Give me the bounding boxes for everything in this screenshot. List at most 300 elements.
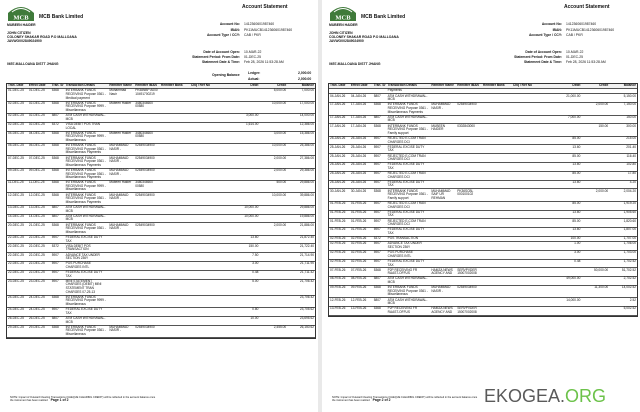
cell-effect-date: 11-DEC-25 <box>28 180 45 185</box>
cell-credit: 2,000.00 <box>273 155 287 160</box>
cell-remitter-iban <box>134 236 160 244</box>
cell-chq-ref-no <box>512 163 552 171</box>
cell-credit: 500.00 <box>276 180 287 185</box>
cell-balance: 1,905.60 <box>623 209 636 214</box>
cell-remitter-name: HAMZA NEWS AGENCY AND <box>431 306 453 315</box>
cell-tran-date: 11-DEC-25 <box>8 180 24 185</box>
cell-remitter-iban: 02549034900 <box>457 285 477 290</box>
table-row <box>7 244 315 253</box>
footer-note <box>10 396 158 402</box>
cell-transaction-details: POS PURCHASE CHARGES INTL <box>387 250 413 258</box>
cell-remitter-bank <box>160 253 190 261</box>
column-header: Remitter Name <box>109 83 132 88</box>
cell-remitter-iban <box>134 262 160 270</box>
cell-remitter-iban <box>456 181 482 189</box>
cell-remitter-bank <box>160 102 190 113</box>
table-row <box>7 102 315 114</box>
transactions-table <box>6 83 316 339</box>
cell-balance: 1,707.00 <box>623 236 636 241</box>
cell-remitter-iban <box>456 211 482 219</box>
table-row <box>7 193 315 205</box>
cell-transaction-details: FEDERAL EXCISE DUTY TAX <box>387 144 425 153</box>
column-header: Credit <box>598 83 609 88</box>
cell-remitter-name: MUHAMMAD NASIR - <box>109 143 129 151</box>
cell-tran-date: 24-DEC-25 <box>8 294 24 299</box>
cell-effect-date: 13-DEC-25 <box>28 205 45 210</box>
customer-name: MUBEEN HAIDER <box>329 23 358 27</box>
cell-tran-sr: 5807 <box>373 114 381 119</box>
cell-remitter-bank <box>482 237 512 241</box>
cell-transaction-details: INTERBANK FUNDS RECEIVING Purpose 0361 - Miscellaneous <box>65 324 106 336</box>
cell-remitter-iban <box>134 244 160 252</box>
cell-credit <box>581 237 609 241</box>
column-header: Debit <box>572 83 581 88</box>
cell-credit: 150.00 <box>598 123 609 128</box>
cell-tran-sr: 5368 <box>51 180 59 185</box>
cell-remitter-iban <box>456 260 482 268</box>
cell-transaction-details: P2P RECEIVING FR RAAST-OFFUS <box>387 306 418 315</box>
cell-remitter-name <box>430 172 456 180</box>
cell-chq-ref-no <box>190 262 230 270</box>
cell-remitter-name <box>108 317 134 325</box>
cell-chq-ref-no <box>512 277 552 285</box>
cell-effect-date: 01-FEB-26 <box>350 218 367 223</box>
cell-credit <box>259 253 287 261</box>
cell-tran-sr: 5907 <box>373 227 381 232</box>
cell-chq-ref-no <box>190 296 230 307</box>
cell-remitter-iban: 02549034900 <box>135 192 155 197</box>
field-label: IBAN: <box>552 28 562 32</box>
field-value: PK11MUCB1412360601987460 <box>566 28 615 32</box>
cell-tran-date: 07-DEC-25 <box>8 155 24 160</box>
bank-name: MCB Bank Limited <box>39 14 84 20</box>
cell-balance: 21,714.90 <box>299 252 314 257</box>
branch-name: 0657-MALLOANA DISTT JHANG <box>329 62 381 66</box>
cell-transaction-details: ADVANCE TAX UNDER SECTION 236Y <box>65 252 100 261</box>
cell-remitter-name <box>108 215 134 223</box>
cell-credit <box>259 114 287 122</box>
cell-tran-date: 08-FEB-26 <box>330 276 346 281</box>
actual-label: Actual: <box>248 76 260 81</box>
cell-credit <box>581 211 609 219</box>
cell-effect-date: 13-FEB-26 <box>350 306 367 311</box>
statement-page-1 <box>0 0 318 412</box>
cell-remitter-name <box>430 163 456 171</box>
cell-remitter-iban: 02549034900 <box>135 324 155 329</box>
cell-tran-sr: 5368 <box>51 88 59 93</box>
cell-transaction-details: INTERBANK FUNDS RECEIVING Purpose 0361 - Family support <box>387 188 428 200</box>
cell-remitter-name <box>108 271 134 279</box>
cell-remitter-name: MUHAMMAD NASIR - <box>431 102 451 111</box>
cell-tran-sr: 5907 <box>373 179 381 184</box>
cell-tran-sr: 5368 <box>373 102 381 107</box>
cell-transaction-details: ATM CASH WITHDRAWAL-MCB <box>387 276 428 285</box>
cell-remitter-iban: 3480346600 00580 <box>135 130 153 139</box>
cell-tran-date: 01-DEC-25 <box>8 88 24 93</box>
cell-remitter-bank <box>160 296 190 307</box>
cell-tran-sr: 5807 <box>51 113 59 118</box>
field-label: Account No: <box>541 22 562 26</box>
cell-remitter-bank <box>482 163 512 171</box>
column-header: Credit <box>276 83 287 88</box>
cell-tran-sr: 5907 <box>373 171 381 176</box>
cell-balance: 4.20 <box>629 179 636 184</box>
cell-tran-date: 17-JAN-26 <box>330 102 346 107</box>
cell-credit <box>581 181 609 189</box>
cell-remitter-name <box>430 242 456 250</box>
cell-chq-ref-no <box>512 189 552 200</box>
cell-debit: 3.00 <box>574 250 581 255</box>
cell-transaction-details: FEDERAL EXCISE DUTY TAX <box>387 258 425 267</box>
cell-balance: 201.40 <box>626 144 636 149</box>
cell-remitter-bank <box>160 262 190 270</box>
cell-chq-ref-no <box>190 89 230 100</box>
cell-remitter-iban: PK58NBP A000 10491700219 <box>135 88 158 97</box>
cell-credit <box>581 89 609 93</box>
column-header: Balance <box>623 83 636 88</box>
cell-remitter-name: MUHAMMAD NASIR - <box>109 324 129 333</box>
cell-remitter-bank <box>482 228 512 236</box>
field-label: Account No: <box>219 22 240 26</box>
cell-credit <box>259 244 287 252</box>
cell-remitter-name <box>430 211 456 219</box>
cell-remitter-iban <box>456 251 482 259</box>
cell-remitter-name <box>108 123 134 131</box>
cell-tran-date: 02-FEB-26 <box>330 258 346 263</box>
field-value: 01-DEC-25 <box>244 55 261 59</box>
address-line-1: JOHN CITIZEN <box>7 31 31 35</box>
cell-remitter-name <box>430 237 456 241</box>
cell-remitter-name <box>108 253 134 261</box>
cell-transaction-details: ATM CASH WITHDRAWAL-MCB <box>65 213 106 222</box>
cell-debit <box>230 181 260 192</box>
cell-remitter-bank <box>160 114 190 122</box>
svg-text:MCB: MCB <box>13 14 29 22</box>
cell-chq-ref-no <box>512 172 552 180</box>
cell-remitter-bank <box>482 103 512 114</box>
cell-remitter-bank <box>482 145 512 153</box>
cell-transaction-details: ATM CASH WITHDRAWAL-MCB <box>65 113 106 121</box>
cell-remitter-name: MUHAMMAD NASIR - <box>109 167 129 176</box>
cell-remitter-bank <box>482 260 512 268</box>
cell-remitter-bank <box>160 308 190 316</box>
cell-remitter-bank <box>160 144 190 155</box>
cell-transaction-details: MINI STATEMENT CHARGES (DEBIT) MINI STATEMENT TRAN CHARGES 07-25-13 <box>65 278 102 294</box>
cell-balance: 25,386.00 <box>299 143 314 148</box>
cell-chq-ref-no <box>512 237 552 241</box>
opening-balance <box>200 71 318 81</box>
cell-tran-date: 04-JAN-26 <box>330 93 346 98</box>
field-label: Statement Date & Time: <box>524 60 562 64</box>
cell-transaction-details: INTERBANK FUNDS RECEIVING Purpose 0361 - Miscellaneous <box>387 285 428 297</box>
cell-balance: 116.40 <box>626 153 636 158</box>
cell-remitter-bank <box>482 219 512 227</box>
cell-credit <box>581 172 609 180</box>
cell-tran-date: 20-DEC-25 <box>8 222 24 227</box>
cell-chq-ref-no <box>190 144 230 155</box>
cell-transaction-details: P2P RECEIVING FR RAAST-OFFUS <box>387 267 418 276</box>
cell-tran-date: 04-DEC-25 <box>8 130 24 135</box>
cell-credit <box>581 145 609 153</box>
cell-remitter-iban: 3480346600 00580 <box>135 180 153 188</box>
cell-balance: 21,872.40 <box>299 234 314 239</box>
cell-tran-sr: 5368 <box>373 188 381 193</box>
cell-chq-ref-no <box>512 260 552 268</box>
cell-transaction-details: INTERBANK FUNDS RECEIVING Purpose 9999 - Miscellaneous <box>65 294 106 307</box>
cell-remitter-iban <box>134 253 160 261</box>
cell-tran-sr: 5807 <box>373 93 381 98</box>
cell-balance: 2,702.52 <box>623 276 636 281</box>
cell-debit: 1.00 <box>574 241 581 246</box>
cell-transaction-details: INTERBANK FUNDS RECEIVING Purpose 0361 - Miscellaneous Payments <box>65 155 106 167</box>
cell-transaction-details: ATM CASH WITHDRAWAL-MCB <box>387 93 428 102</box>
cell-tran-sr: 5368 <box>373 285 381 290</box>
cell-remitter-iban <box>456 94 482 102</box>
cell-remitter-bank <box>160 271 190 279</box>
cell-debit: 85.00 <box>572 153 581 158</box>
cell-tran-date: 09-DEC-25 <box>8 167 24 172</box>
cell-balance: 1,702.52 <box>623 258 636 263</box>
column-header: Chq / Ref No <box>512 83 532 88</box>
cell-remitter-iban <box>456 116 482 124</box>
cell-remitter-iban <box>456 89 482 93</box>
cell-debit <box>552 103 582 114</box>
cell-remitter-name <box>430 89 456 93</box>
table-row <box>329 124 637 136</box>
cell-chq-ref-no <box>512 251 552 259</box>
cell-remitter-name: Mubeen Haider <box>109 180 132 185</box>
cell-balance: 29,886.00 <box>299 205 314 210</box>
cell-tran-date: 02-DEC-25 <box>8 113 24 118</box>
cell-effect-date: 25-JAN-26 <box>350 179 367 184</box>
actual-value: 2,000.00 <box>298 76 312 81</box>
cell-debit: 150.00 <box>248 243 259 248</box>
cell-debit: 21,000.00 <box>566 93 581 98</box>
cell-remitter-name <box>108 206 134 214</box>
cell-balance: 2.52 <box>629 297 636 302</box>
cell-balance: 19,886.00 <box>299 213 314 218</box>
cell-transaction-details: FEDERAL EXCISE DUTY TAX <box>65 307 103 315</box>
cell-balance: 26,150.62 <box>299 324 314 329</box>
cell-chq-ref-no <box>190 223 230 234</box>
cell-transaction-details: INTERBANK FUNDS RECEIVING Purpose 9999 - Miscellaneous <box>65 180 106 192</box>
cell-remitter-iban: 02549034900 <box>135 167 155 172</box>
cell-tran-sr: 5368 <box>51 167 59 172</box>
cell-balance: 7,150.00 <box>623 102 636 107</box>
branch-name: 0657-MALLOANA DISTT JHANG <box>7 62 59 66</box>
column-header: Remitter Name <box>431 83 454 88</box>
cell-remitter-iban <box>456 202 482 210</box>
cell-remitter-iban: 02549034900 <box>135 155 155 160</box>
column-header: Balance <box>301 83 314 88</box>
field-value: 1412360601987460 <box>244 22 275 26</box>
table-row <box>329 116 637 125</box>
cell-remitter-name: MUBEEN HAIDER <box>431 123 445 132</box>
cell-debit: 49,000.00 <box>566 276 581 281</box>
cell-debit <box>230 326 260 337</box>
cell-credit <box>581 94 609 102</box>
cell-debit: 10.00 <box>250 316 259 321</box>
cell-remitter-bank <box>160 215 190 223</box>
cell-balance: 21,722.40 <box>299 243 314 248</box>
cell-balance: 23,705.62 <box>299 307 314 312</box>
cell-balance: 14,000.00 <box>299 113 314 118</box>
cell-remitter-bank <box>160 169 190 180</box>
cell-tran-date: 25-JAN-26 <box>330 162 346 167</box>
cell-transaction-details: INTERBANK FUNDS RECEIVING Purpose 0361 - Medical payment <box>65 88 106 100</box>
cell-effect-date: 08-FEB-26 <box>350 276 367 281</box>
cell-chq-ref-no <box>190 326 230 337</box>
cell-remitter-bank <box>160 206 190 214</box>
cell-transaction-details: INTERBANK FUNDS RECEIVING Purpose 0361 - Miscellaneous Payments <box>65 167 106 180</box>
cell-remitter-bank <box>482 286 512 297</box>
cell-remitter-bank <box>160 156 190 167</box>
cell-transaction-details: FEDERAL EXCISE DUTY TAX <box>387 227 425 235</box>
cell-remitter-name: Mubeen Haider <box>109 100 132 105</box>
cell-transaction-details: FEDERAL EXCISE DUTY TAX <box>65 270 103 278</box>
page-number: Page 2 of 2 <box>372 398 391 402</box>
cell-balance: 12,386.00 <box>299 122 314 127</box>
cell-credit <box>581 277 609 285</box>
cell-tran-date: 05-DEC-25 <box>8 143 24 148</box>
cell-chq-ref-no <box>190 206 230 214</box>
cell-balance: 15,386.00 <box>299 130 314 135</box>
cell-remitter-iban <box>456 163 482 171</box>
cell-tran-sr: 5907 <box>51 252 59 257</box>
cell-effect-date: 22-DEC-25 <box>28 234 45 239</box>
cell-tran-sr: 5907 <box>51 234 59 239</box>
cell-tran-date: 23-DEC-25 <box>8 278 24 283</box>
cell-remitter-bank <box>482 242 512 250</box>
cell-credit <box>259 317 287 325</box>
cell-chq-ref-no <box>190 317 230 325</box>
cell-chq-ref-no <box>190 114 230 122</box>
cell-remitter-name <box>430 202 456 210</box>
cell-balance: 2,004.20 <box>623 188 636 193</box>
cell-chq-ref-no <box>190 123 230 131</box>
cell-credit <box>581 228 609 236</box>
cell-remitter-iban <box>456 219 482 227</box>
cell-credit <box>259 262 287 270</box>
cell-effect-date: 01-FEB-26 <box>350 227 367 232</box>
cell-chq-ref-no <box>190 236 230 244</box>
watermark <box>484 386 606 406</box>
cell-effect-date: 17-JAN-26 <box>350 102 367 107</box>
cell-credit <box>581 260 609 268</box>
address-line-2: COLONEY SHAKAR ROAD P.O MALLOANA <box>7 35 77 39</box>
cell-tran-sr: 5907 <box>51 278 59 283</box>
cell-effect-date: 29-DEC-25 <box>28 324 45 329</box>
cell-remitter-iban <box>456 154 482 162</box>
cell-transaction-details: VISA DEBIT POS TRANSACTION <box>65 243 91 252</box>
cell-effect-date: 02-FEB-26 <box>350 258 367 263</box>
cell-balance <box>609 89 637 93</box>
cell-effect-date: 12-FEB-26 <box>350 297 367 302</box>
cell-effect-date: 02-FEB-26 <box>350 241 367 246</box>
cell-tran-date: 01-FEB-26 <box>330 218 346 223</box>
cell-tran-date: 12-DEC-25 <box>8 192 24 197</box>
cell-credit: 11,300.00 <box>594 285 609 290</box>
cell-balance: 1,919.20 <box>623 201 636 206</box>
cell-tran-date: 02-FEB-26 <box>330 236 346 241</box>
cell-balance: 17,000.00 <box>299 100 314 105</box>
cell-remitter-bank <box>482 251 512 259</box>
column-header: Tran. Date <box>330 83 346 88</box>
cell-tran-date: 25-JAN-26 <box>330 135 346 140</box>
cell-remitter-bank <box>160 223 190 234</box>
cell-remitter-name: Mubeen Haider <box>109 130 132 135</box>
document-title: Account Statement <box>242 4 288 10</box>
field-value: Feb 28, 2026 11:53:28 AM <box>244 60 284 64</box>
table-row <box>7 326 315 338</box>
transactions-table <box>328 83 638 317</box>
cell-effect-date: 25-JAN-26 <box>350 144 367 149</box>
cell-transaction-details: REJECTED E-COM TRAN CHARGES DCI <box>387 201 426 209</box>
cell-tran-date: 17-JAN-26 <box>330 114 346 119</box>
cell-tran-sr: 5907 <box>373 144 381 149</box>
cell-remitter-bank <box>482 116 512 124</box>
cell-credit <box>259 215 287 223</box>
cell-remitter-iban <box>134 271 160 279</box>
cell-effect-date: 14-DEC-25 <box>28 213 45 218</box>
ledger-value: 2,000.00 <box>298 71 312 75</box>
field-label: Account Type / CCY: <box>206 33 240 37</box>
column-header: Debit <box>250 83 259 88</box>
cell-transaction-details: INTERBANK FUNDS RECEIVING Purpose 0361 - Miscellaneous Payments <box>65 192 106 204</box>
cell-remitter-iban: PK36SCBL 000100102 <box>457 188 474 197</box>
cell-remitter-name <box>430 116 456 124</box>
cell-tran-date: 30-JAN-26 <box>330 188 346 193</box>
cell-effect-date: 25-JAN-26 <box>350 153 367 158</box>
cell-chq-ref-no <box>512 89 552 93</box>
cell-chq-ref-no <box>512 145 552 153</box>
cell-remitter-bank <box>160 181 190 192</box>
cell-transaction-details: FEDERAL EXCISE DUTY TAX <box>387 179 425 188</box>
cell-tran-date: 25-JAN-26 <box>330 153 346 158</box>
cell-chq-ref-no <box>190 193 230 204</box>
cell-remitter-name <box>108 262 134 270</box>
cell-credit <box>581 307 609 315</box>
cell-remitter-bank <box>160 317 190 325</box>
cell-tran-date: 22-DEC-25 <box>8 234 24 239</box>
table-row <box>7 169 315 181</box>
cell-tran-sr: 5368 <box>373 306 381 311</box>
cell-debit: 85.00 <box>572 135 581 140</box>
cell-remitter-bank <box>160 244 190 252</box>
field-label: Date of Account Open: <box>203 50 240 54</box>
cell-credit: 2,000.00 <box>273 222 287 227</box>
cell-remitter-iban <box>134 215 160 223</box>
cell-transaction-details: ATM CASH WITHDRAWAL-MCB <box>65 316 106 324</box>
field-label: Date of Account Open: <box>525 50 562 54</box>
cell-tran-sr: 5907 <box>373 258 381 263</box>
table-row <box>329 211 637 220</box>
cell-remitter-iban <box>134 114 160 122</box>
note-text: NOTE: Impact of Outward Clearing Transactions (CHEQUE CLEARING CREDIT) will be reflected in the account balance once the instrument has been realized <box>10 396 156 402</box>
cell-remitter-bank <box>482 298 512 306</box>
cell-debit <box>230 193 260 204</box>
cell-tran-sr: 5807 <box>373 276 381 281</box>
cell-tran-date: 02-FEB-26 <box>330 250 346 255</box>
cell-remitter-bank <box>160 132 190 143</box>
cell-balance: 300.00 <box>626 123 636 128</box>
cell-tran-sr: 5368 <box>51 155 59 160</box>
cell-debit: 14,000.00 <box>566 297 581 302</box>
cell-effect-date <box>350 89 373 93</box>
cell-balance: 21,706.42 <box>299 278 314 283</box>
cell-debit: 10,000.00 <box>244 205 259 210</box>
cell-remitter-iban: 3480346600 00580 <box>135 100 153 109</box>
